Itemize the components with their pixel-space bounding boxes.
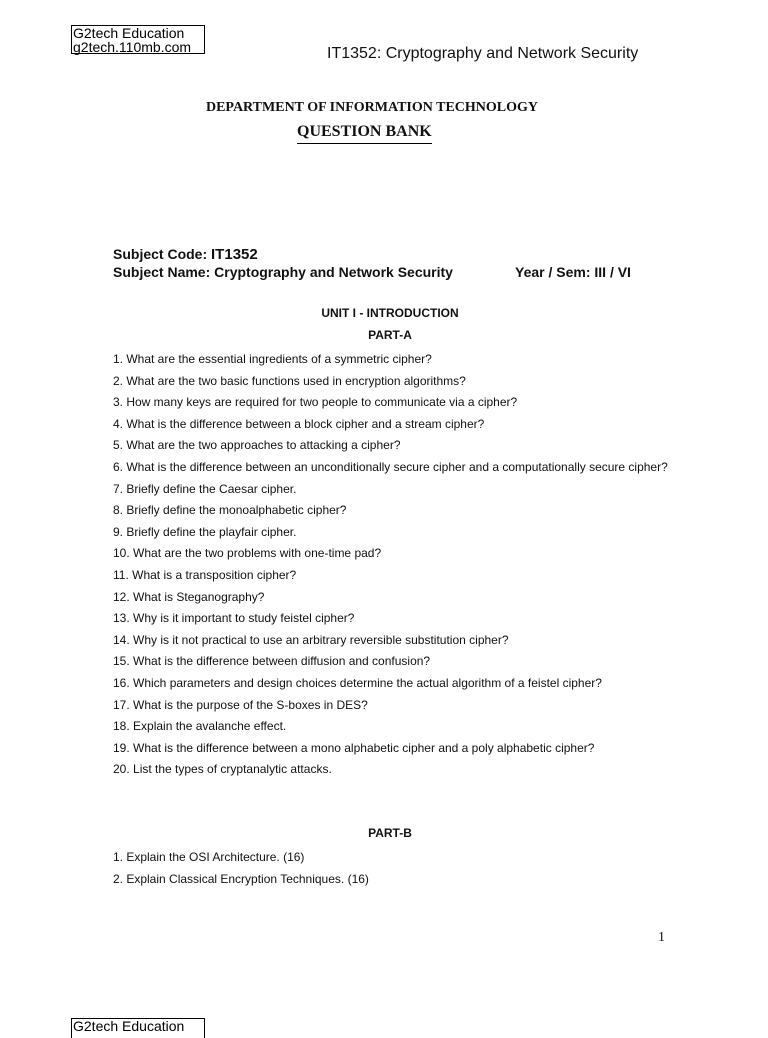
- footer-logo-box: [71, 1018, 205, 1038]
- logo-url: g2tech.110mb.com: [73, 39, 192, 55]
- question-item: 6. What is the difference between an unconditionally secure cipher and a computationally secure cipher?: [113, 459, 668, 474]
- part-b-heading: PART-B: [368, 826, 412, 840]
- question-item: 17. What is the purpose of the S-boxes in DES?: [113, 697, 368, 712]
- question-item: 4. What is the difference between a block cipher and a stream cipher?: [113, 416, 485, 431]
- question-item: 8. Briefly define the monoalphabetic cipher?: [113, 503, 347, 518]
- question-item: 9. Briefly define the playfair cipher.: [113, 524, 297, 539]
- question-item: 1. What are the essential ingredients of a symmetric cipher?: [113, 352, 432, 366]
- question-item: 5. What are the two approaches to attacking a cipher?: [113, 438, 401, 453]
- question-item: 1. Explain the OSI Architecture. (16): [113, 850, 305, 864]
- question-item: 16. Which parameters and design choices determine the actual algorithm of a feistel cipher?: [113, 675, 602, 690]
- part-a-question-list: [113, 349, 673, 781]
- question-item: 10. What are the two problems with one-time pad?: [113, 546, 382, 561]
- question-item: 2. Explain Classical Encryption Techniques. (16): [113, 871, 369, 886]
- subject-code-label: Subject Code:: [113, 246, 212, 262]
- question-item: 11. What is a transposition cipher?: [113, 567, 297, 582]
- question-item: 13. Why is it important to study feistel cipher?: [113, 611, 355, 626]
- subject-name: Subject Name: Cryptography and Network Security: [113, 264, 453, 280]
- header-logo-box: [71, 25, 205, 54]
- question-item: 18. Explain the avalanche effect.: [113, 719, 287, 734]
- logo-name: G2tech Education: [73, 25, 185, 41]
- unit-title: UNIT I - INTRODUCTION: [321, 306, 459, 320]
- document-title: QUESTION BANK: [297, 123, 432, 144]
- question-item: 19. What is the difference between a mono alphabetic cipher and a poly alphabetic cipher?: [113, 740, 595, 755]
- subject-code-value: IT1352: [211, 246, 258, 263]
- footer-logo-name: G2tech Education: [73, 1018, 185, 1034]
- question-item: 2. What are the two basic functions used in encryption algorithms?: [113, 373, 466, 388]
- page-number: 1: [658, 930, 665, 945]
- year-semester: Year / Sem: III / VI: [515, 264, 631, 280]
- department-heading: DEPARTMENT OF INFORMATION TECHNOLOGY: [205, 100, 539, 115]
- question-item: 3. How many keys are required for two people to communicate via a cipher?: [113, 395, 518, 410]
- part-b-question-list: [113, 847, 673, 890]
- question-item: 15. What is the difference between diffusion and confusion?: [113, 654, 431, 669]
- header-course-title: IT1352: Cryptography and Network Security: [327, 45, 639, 62]
- part-a-heading: PART-A: [368, 328, 412, 342]
- question-item: 12. What is Steganography?: [113, 589, 265, 604]
- question-item: 14. Why is it not practical to use an arbitrary reversible substitution cipher?: [113, 632, 509, 647]
- question-item: 7. Briefly define the Caesar cipher.: [113, 481, 297, 496]
- subject-code: [113, 246, 258, 263]
- question-item: 20. List the types of cryptanalytic attacks.: [113, 762, 332, 777]
